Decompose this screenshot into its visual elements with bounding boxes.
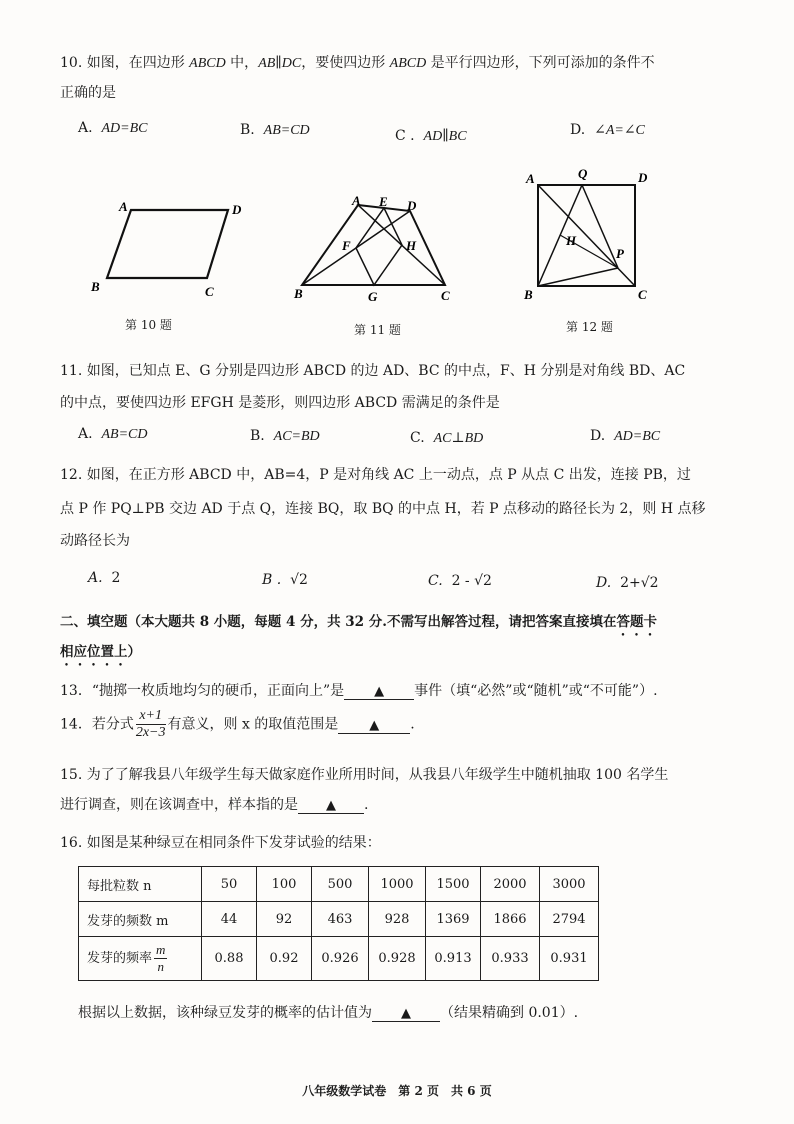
q14-fraction: $\frac{x+1}{2x-3}$: [135, 708, 166, 740]
cell: 2794: [540, 902, 599, 937]
q10-var: ABCD: [189, 56, 226, 71]
q12-line2: 点 P 作 PQ⊥PB 交边 AD 于点 Q，连接 BQ，取 BQ 的中点 H，若 P 点移动的路径长为 2，则 H 点移: [60, 501, 706, 517]
q16-answer-blank[interactable]: ▲: [372, 1005, 440, 1022]
cell: 100: [257, 867, 312, 902]
cell: 92: [257, 902, 312, 937]
q10-line1: [60, 52, 655, 72]
label-b: B: [524, 287, 533, 302]
label-h: H: [566, 233, 577, 248]
q13-answer-blank[interactable]: ▲: [344, 683, 414, 700]
q10-text: 是平行四边形，下列可添加的条件不: [426, 55, 655, 71]
q10-text: ，要使四边形: [301, 55, 390, 71]
q12-line1: 12. 如图，在正方形 ABCD 中，AB=4，P 是对角线 AC 上一动点，点 P 从点 C 出发，连接 PB，过: [60, 467, 691, 483]
q10-var: ABCD: [389, 56, 427, 71]
cell: 0.88: [202, 937, 257, 981]
q11-line2: 的中点，要使四边形 EFGH 是菱形，则四边形 ABCD 需满足的条件是: [60, 395, 500, 411]
label-c: C: [638, 287, 647, 302]
cell: 1866: [481, 902, 540, 937]
label-a: A: [352, 193, 361, 208]
q15-line2: 进行调查，则在该调查中，样本指的是 ▲ .: [60, 797, 369, 813]
label-b: B: [91, 279, 100, 294]
q10-var: AB: [258, 56, 276, 71]
q16-table: [78, 866, 599, 981]
q10-var: DC: [281, 56, 302, 71]
q11-option-a: A. AB=CD: [78, 426, 148, 442]
q12-option-c: C. 2 - √2: [428, 573, 492, 589]
q11-option-b: B. AC=BD: [250, 428, 320, 444]
label-d: D: [407, 198, 417, 213]
label-d: D: [232, 202, 242, 217]
cell: 500: [312, 867, 369, 902]
q10-option-c: C . AD∥BC: [395, 128, 467, 144]
q11-option-c: C. AC⊥BD: [410, 430, 484, 446]
label-d: D: [638, 170, 648, 185]
section-2-header: 二、填空题（本大题共 8 小题，每题 4 分，共 32 分.不需写出解答过程，请把答案直接填在答题卡: [60, 614, 657, 630]
cell: 2000: [481, 867, 540, 902]
table-row: [79, 902, 599, 937]
q12-line3: 动路径长为: [60, 533, 130, 549]
q12-option-b: B . √2: [262, 572, 308, 588]
row-header: 发芽的频数 m: [79, 902, 202, 937]
q14-answer-blank[interactable]: ▲: [338, 717, 410, 734]
figure-10-parallelogram: [85, 190, 255, 305]
cell: 1369: [426, 902, 481, 937]
cell: 0.933: [481, 937, 540, 981]
q12-option-d: D. 2+√2: [596, 575, 659, 591]
label-f: F: [342, 238, 351, 253]
q11-option-d: D. AD=BC: [590, 428, 661, 444]
q16-intro: 16. 如图是某种绿豆在相同条件下发芽试验的结果：: [60, 835, 381, 851]
cell: 0.931: [540, 937, 599, 981]
label-a: A: [119, 199, 128, 214]
cell: 1500: [426, 867, 481, 902]
row-header: 发芽的频率 $\frac{m}{n}$: [79, 937, 202, 981]
q14: 14．若分式 $\frac{x+1}{2x-3}$ 有意义，则 x 的取值范围是 ▲ .: [60, 708, 415, 740]
label-c: C: [205, 284, 214, 299]
cell: 928: [369, 902, 426, 937]
figure-10-caption: 第 10 题: [125, 318, 172, 332]
label-a: A: [526, 171, 535, 186]
q10-option-b: B. AB=CD: [240, 122, 310, 138]
cell: 0.913: [426, 937, 481, 981]
q12-option-a: A. 2: [88, 570, 121, 586]
label-b: B: [294, 286, 303, 301]
q10-text: ∥: [275, 55, 282, 71]
label-q: Q: [578, 166, 588, 181]
q15-line1: 15. 为了了解我县八年级学生每天做家庭作业所用时间，从我县八年级学生中随机抽取 100 名学生: [60, 767, 669, 783]
label-h: H: [406, 238, 417, 253]
cell: 463: [312, 902, 369, 937]
cell: 0.928: [369, 937, 426, 981]
figure-12-square: [520, 165, 660, 305]
row-header: 每批粒数 n: [79, 867, 202, 902]
q11-line1: 11. 如图，已知点 E、G 分别是四边形 ABCD 的边 AD、BC 的中点，F、H 分别是对角线 BD、AC: [60, 363, 686, 379]
q13: 13．“抛掷一枚质地均匀的硬币，正面向上”是 ▲ 事件（填“必然”或“随机”或“不可能”）.: [60, 683, 658, 699]
label-e: E: [379, 194, 388, 209]
q15-answer-blank[interactable]: ▲: [298, 797, 364, 814]
q10-option-d: D. ∠A=∠C: [570, 122, 645, 138]
q10-option-a: A. AD=BC: [78, 120, 148, 136]
figure-11-quadrilateral: [290, 188, 460, 308]
cell: 0.92: [257, 937, 312, 981]
label-p: P: [616, 246, 624, 261]
q10-text: 中，: [225, 55, 259, 71]
figure-11-caption: 第 11 题: [354, 323, 401, 337]
cell: 44: [202, 902, 257, 937]
section-2-header-cont: 相应位置上）: [60, 644, 141, 660]
table-row: [79, 937, 599, 981]
q10-text: 10. 如图，在四边形: [60, 55, 190, 71]
page-footer: 八年级数学试卷 第 2 页 共 6 页: [302, 1084, 492, 1098]
figure-12-caption: 第 12 题: [566, 320, 613, 334]
table-row: [79, 867, 599, 902]
cell: 1000: [369, 867, 426, 902]
label-g: G: [368, 289, 378, 304]
cell: 50: [202, 867, 257, 902]
q10-line2: 正确的是: [60, 85, 116, 101]
cell: 0.926: [312, 937, 369, 981]
label-c: C: [441, 288, 450, 303]
cell: 3000: [540, 867, 599, 902]
q16-conclusion: 根据以上数据，该种绿豆发芽的概率的估计值为 ▲ （结果精确到 0.01）.: [78, 1005, 579, 1021]
